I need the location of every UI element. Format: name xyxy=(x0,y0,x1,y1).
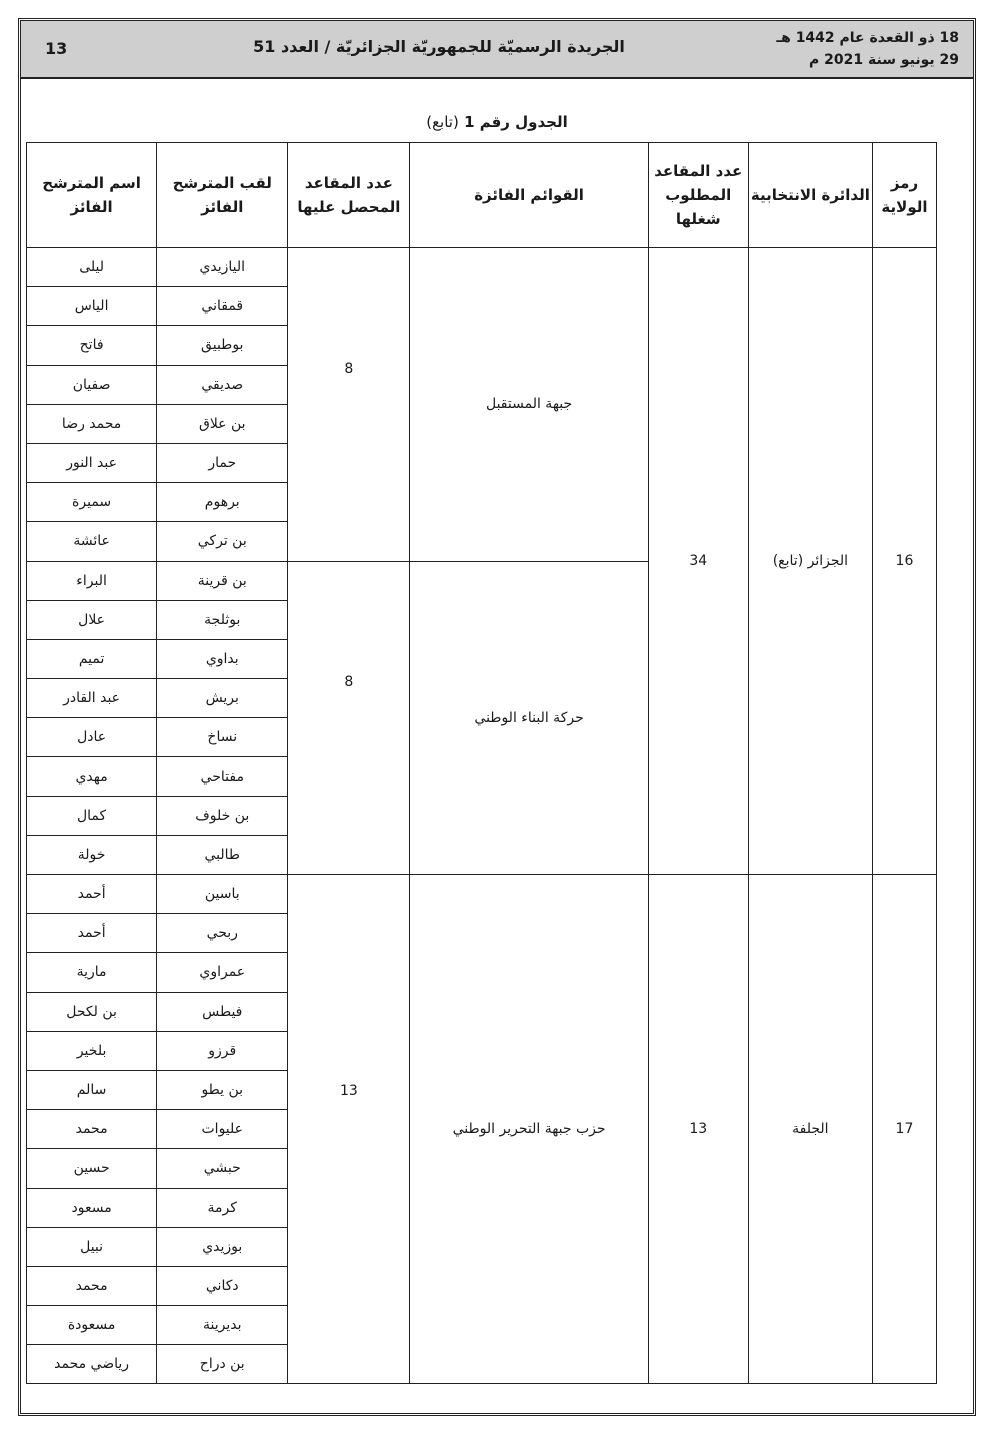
candidate-surname: حمار xyxy=(157,443,288,482)
seats-won-cell: 8 xyxy=(288,561,410,875)
wilaya-code-cell: 16 xyxy=(872,248,936,875)
candidate-first-name: مارية xyxy=(27,953,157,992)
candidate-first-name: عادل xyxy=(27,718,157,757)
results-table xyxy=(26,142,937,1384)
candidate-surname: برهوم xyxy=(157,483,288,522)
candidate-surname: بوطبيق xyxy=(157,326,288,365)
candidate-first-name: بن لكحل xyxy=(27,992,157,1031)
journal-title: الجريدة الرسميّة للجمهوريّة الجزائريّة / العدد 51 xyxy=(253,37,625,56)
wilaya-code-cell: 17 xyxy=(872,875,936,1384)
col-wilaya-code: رمز الولاية xyxy=(872,143,936,248)
seats-won-cell: 8 xyxy=(288,248,410,562)
candidate-first-name: عبد النور xyxy=(27,443,157,482)
candidate-surname: صديقي xyxy=(157,365,288,404)
candidate-first-name: مهدي xyxy=(27,757,157,796)
candidate-surname: حبشي xyxy=(157,1149,288,1188)
candidate-surname: نساخ xyxy=(157,718,288,757)
candidate-first-name: محمد رضا xyxy=(27,404,157,443)
candidate-surname: بن قرينة xyxy=(157,561,288,600)
candidate-first-name: ليلى xyxy=(27,248,157,287)
candidate-surname: مفتاحي xyxy=(157,757,288,796)
date-block xyxy=(776,27,959,71)
col-surname: لقب المترشح الفائز xyxy=(157,143,288,248)
col-seats-won: عدد المقاعد المحصل عليها xyxy=(288,143,410,248)
page-header xyxy=(21,21,973,79)
winning-list-cell: حزب جبهة التحرير الوطني xyxy=(410,875,648,1384)
table-row xyxy=(27,875,937,914)
page-number: 13 xyxy=(45,39,68,58)
candidate-surname: باسين xyxy=(157,875,288,914)
candidate-surname: كرمة xyxy=(157,1188,288,1227)
winning-list-cell: جبهة المستقبل xyxy=(410,248,648,562)
candidate-first-name: كمال xyxy=(27,796,157,835)
candidate-first-name: الياس xyxy=(27,287,157,326)
candidate-first-name: أحمد xyxy=(27,875,157,914)
candidate-first-name: عبد القادر xyxy=(27,679,157,718)
candidate-surname: بن علاق xyxy=(157,404,288,443)
candidate-surname: فيطس xyxy=(157,992,288,1031)
table-header-row xyxy=(27,143,937,248)
table-title-main: الجدول رقم 1 xyxy=(464,113,568,131)
candidate-first-name: علال xyxy=(27,600,157,639)
candidate-first-name: بلخير xyxy=(27,1031,157,1070)
seats-won-cell: 13 xyxy=(288,875,410,1384)
table-body xyxy=(27,248,937,1384)
candidate-surname: قمقاني xyxy=(157,287,288,326)
candidate-first-name: مسعود xyxy=(27,1188,157,1227)
candidate-first-name: نبيل xyxy=(27,1227,157,1266)
district-cell: الجزائر (تابع) xyxy=(748,248,872,875)
gregorian-date: 29 يونيو سنة 2021 م xyxy=(809,52,959,68)
candidate-surname: بن تركي xyxy=(157,522,288,561)
candidate-surname: دكاني xyxy=(157,1266,288,1305)
candidate-first-name: حسين xyxy=(27,1149,157,1188)
table-title-note: (تابع) xyxy=(426,113,459,131)
candidate-first-name: سميرة xyxy=(27,483,157,522)
hijri-date: 18 ذو القعدة عام 1442 هـ xyxy=(776,30,959,46)
district-cell: الجلفة xyxy=(748,875,872,1384)
table-title xyxy=(21,113,973,131)
col-first-name: اسم المترشح الفائز xyxy=(27,143,157,248)
candidate-first-name: محمد xyxy=(27,1266,157,1305)
candidate-surname: اليازيدي xyxy=(157,248,288,287)
candidate-first-name: البراء xyxy=(27,561,157,600)
winning-list-cell: حركة البناء الوطني xyxy=(410,561,648,875)
candidate-first-name: سالم xyxy=(27,1070,157,1109)
candidate-first-name: مسعودة xyxy=(27,1306,157,1345)
candidate-first-name: تميم xyxy=(27,639,157,678)
col-district: الدائرة الانتخابية xyxy=(748,143,872,248)
candidate-surname: بريش xyxy=(157,679,288,718)
candidate-surname: عليوات xyxy=(157,1110,288,1149)
candidate-first-name: محمد xyxy=(27,1110,157,1149)
col-winning-lists: القوائم الفائزة xyxy=(410,143,648,248)
candidate-surname: بوثلجة xyxy=(157,600,288,639)
candidate-surname: قرزو xyxy=(157,1031,288,1070)
candidate-surname: بن خلوف xyxy=(157,796,288,835)
candidate-surname: بوزيدي xyxy=(157,1227,288,1266)
candidate-first-name: عائشة xyxy=(27,522,157,561)
seats-required-cell: 13 xyxy=(648,875,748,1384)
candidate-surname: بن يطو xyxy=(157,1070,288,1109)
candidate-first-name: أحمد xyxy=(27,914,157,953)
seats-required-cell: 34 xyxy=(648,248,748,875)
candidate-first-name: فاتح xyxy=(27,326,157,365)
candidate-surname: عمراوي xyxy=(157,953,288,992)
candidate-surname: بديرينة xyxy=(157,1306,288,1345)
col-seats-required: عدد المقاعد المطلوب شغلها xyxy=(648,143,748,248)
table-row xyxy=(27,248,937,287)
candidate-surname: طالبي xyxy=(157,835,288,874)
candidate-first-name: صفيان xyxy=(27,365,157,404)
candidate-surname: ربحي xyxy=(157,914,288,953)
candidate-surname: بداوي xyxy=(157,639,288,678)
candidate-first-name: رياضي محمد xyxy=(27,1345,157,1384)
candidate-surname: بن دراح xyxy=(157,1345,288,1384)
candidate-first-name: خولة xyxy=(27,835,157,874)
